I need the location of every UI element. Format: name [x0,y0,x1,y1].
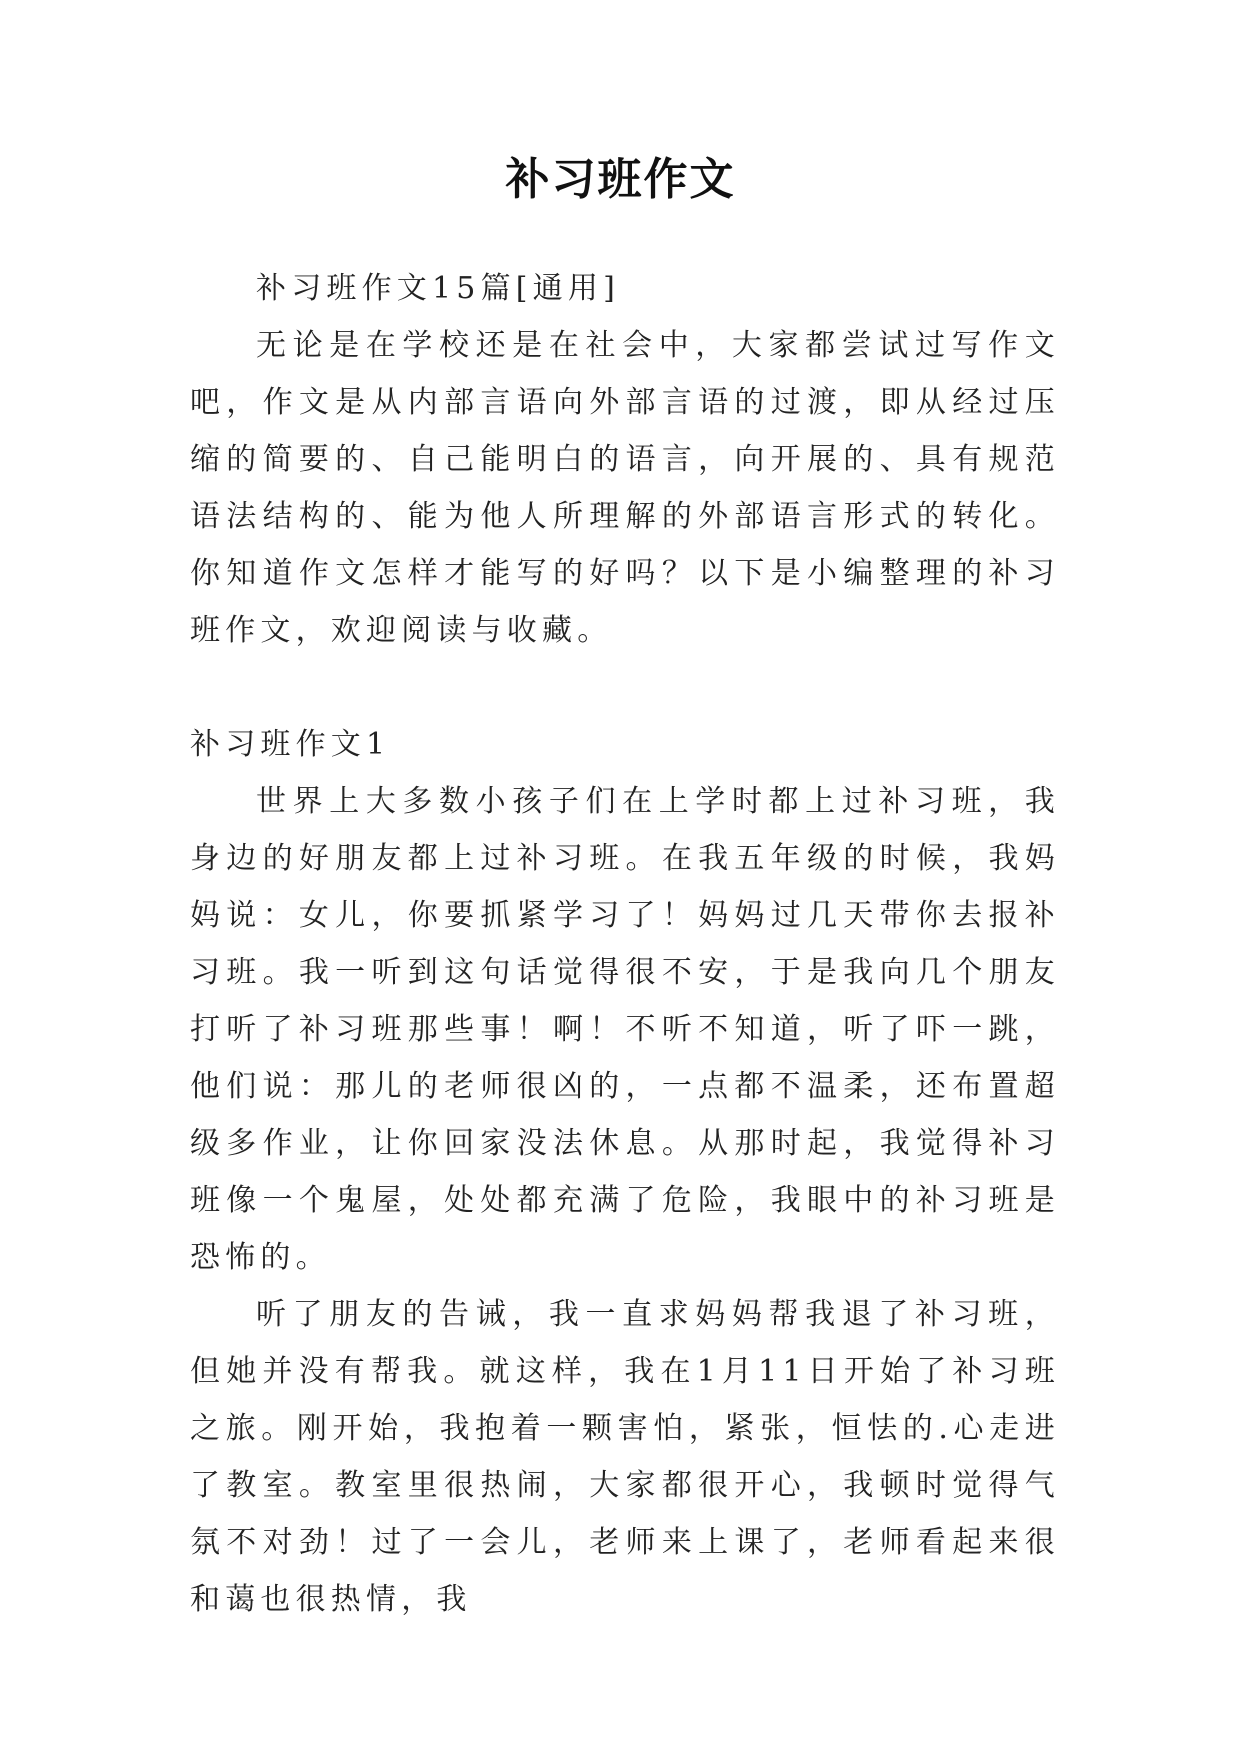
document-title: 补习班作文 [505,154,736,205]
section-heading: 补习班作文1 [190,727,391,762]
section-spacer [190,659,1060,716]
document-body [190,260,1060,1628]
body-paragraph: 听了朋友的告诫，我一直求妈妈帮我退了补习班，但她并没有帮我。就这样，我在1月11日开始了补习班之旅。刚开始，我抱着一颗害怕，紧张，恒怯的.心走进了教室。教室里很热闹，大家都很开心，我顿时觉得气氛不对劲！过了一会儿，老师来上课了，老师看起来很和蔼也很热情，我 [190,1297,1060,1617]
document-subtitle: 补习班作文15篇[通用] [256,271,620,306]
intro-paragraph: 无论是在学校还是在社会中，大家都尝试过写作文吧，作文是从内部言语向外部言语的过渡，即从经过压缩的简要的、自己能明白的语言，向开展的、具有规范语法结构的、能为他人所理解的外部语言形式的转化。你知道作文怎样才能写的好吗？以下是小编整理的补习班作文，欢迎阅读与收藏。 [190,328,1060,648]
body-paragraph: 世界上大多数小孩子们在上学时都上过补习班，我身边的好朋友都上过补习班。在我五年级的时候，我妈妈说：女儿，你要抓紧学习了！妈妈过几天带你去报补习班。我一听到这句话觉得很不安，于是我向几个朋友打听了补习班那些事！啊！不听不知道，听了吓一跳，他们说：那儿的老师很凶的，一点都不温柔，还布置超级多作业，让你回家没法休息。从那时起，我觉得补习班像一个鬼屋，处处都充满了危险，我眼中的补习班是恐怖的。 [190,784,1060,1275]
